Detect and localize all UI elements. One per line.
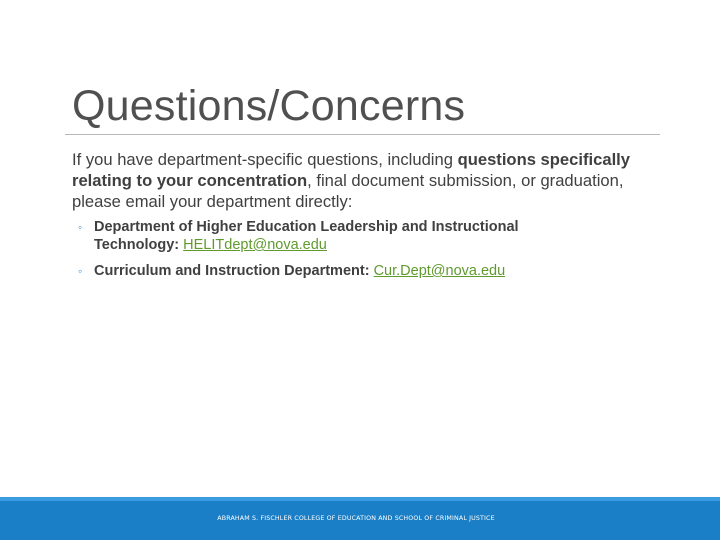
footer-accent-strip [0,497,720,501]
email-link-curriculum[interactable]: Cur.Dept@nova.edu [373,263,506,279]
footer-college-name: ABRAHAM S. FISCHLER COLLEGE OF EDUCATION AND SCHOOL OF CRIMINAL JUSTICE [217,515,495,522]
department-label-curriculum: Curriculum and Instruction Department: [94,263,374,279]
department-contact-list [78,218,598,288]
title-divider [65,134,660,135]
list-item-helit [78,218,598,254]
intro-text-bold: questions specifically relating to your concentration [72,150,631,190]
intro-text-start: If you have department-specific questions, including [72,150,458,169]
bullet-circle-icon: ◦ [78,264,83,278]
intro-paragraph [72,149,672,212]
email-link-helit[interactable]: HELITdept@nova.edu [183,237,327,253]
list-item-curriculum [78,262,598,280]
department-label-helit: Department of Higher Education Leadership and Instructional Technology: [94,219,519,253]
slide-title: Questions/Concerns [72,82,466,130]
intro-text-end: , final document submission, or graduation, please email your department directly: [72,171,624,211]
footer-bar [0,497,720,540]
bullet-circle-icon: ◦ [78,220,83,234]
